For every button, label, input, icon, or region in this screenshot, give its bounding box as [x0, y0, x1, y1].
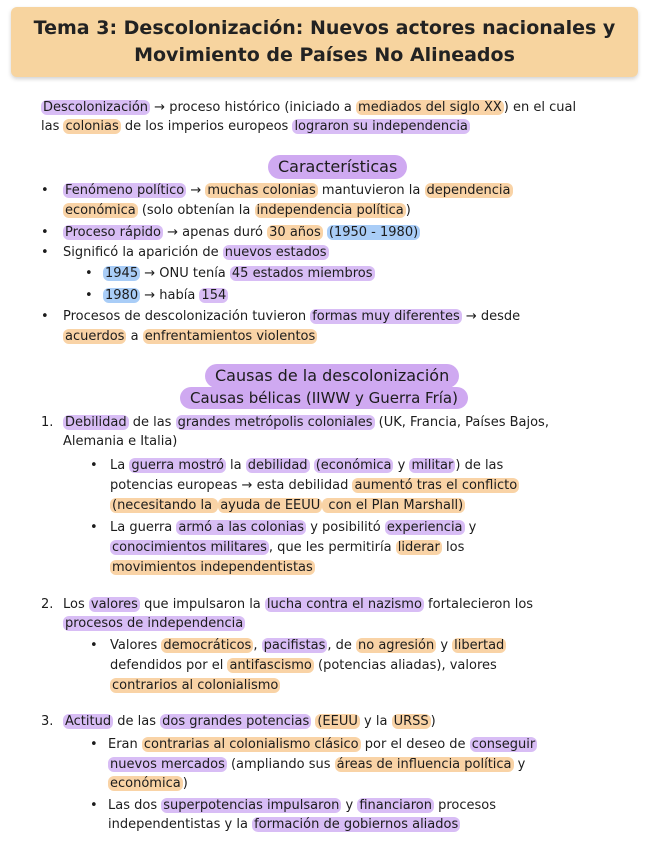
bullet: • [41, 309, 49, 324]
highlight: formación de gobiernos aliados [254, 817, 459, 832]
text: los [441, 540, 465, 555]
intro-line-2 [41, 117, 470, 136]
causa-1-line-1 [63, 413, 549, 432]
text: y [393, 458, 410, 473]
text: y posibilitó [306, 520, 385, 535]
text: Los [63, 597, 89, 612]
highlight: 45 estados miembros [231, 266, 373, 281]
highlight: valores [90, 597, 138, 612]
sub-bullet: • [90, 638, 98, 653]
title-banner [11, 7, 638, 77]
bullet: • [41, 225, 49, 240]
text: de las [113, 714, 161, 729]
highlight: (económica [315, 458, 392, 473]
highlight: pacifistas [263, 638, 326, 653]
text: mantuvieron la [317, 183, 425, 198]
highlight: Fenómeno político [65, 183, 185, 198]
carac-item-4-line-2 [63, 327, 317, 346]
title-line-2: Movimiento de Países No Alineados [134, 44, 515, 66]
text: La guerra [110, 520, 177, 535]
text: por el deseo de [360, 737, 470, 752]
causa-1-sub-1-line-1 [110, 456, 503, 475]
highlight: económica [65, 203, 136, 218]
highlight: libertad [454, 638, 505, 653]
text: la [225, 458, 246, 473]
text: Las dos [108, 798, 162, 813]
highlight: no agresión [358, 638, 435, 653]
causa-3-sub-1-line-1 [108, 735, 537, 754]
highlight: 154 [201, 288, 227, 303]
intro-text: de los imperios europeos [120, 119, 293, 134]
bullet: • [41, 245, 49, 260]
highlight: movimientos independentistas [112, 560, 313, 575]
highlight-year: 1945 [105, 266, 139, 281]
carac-item-2 [63, 223, 420, 242]
text: Significó la aparición de [63, 245, 223, 260]
highlight: económica [110, 776, 181, 791]
text: a [126, 329, 143, 344]
highlight-year: 1980 [105, 288, 139, 303]
carac-sub-1 [103, 264, 375, 283]
text: Procesos de descolonización tuvieron [63, 309, 311, 324]
text: independentistas y la [108, 817, 253, 832]
text: → [186, 183, 206, 198]
causa-2-line-1 [63, 595, 533, 614]
highlight: dos grandes potencias [162, 714, 310, 729]
title-line-1: Tema 3: Descolonización: Nuevos actores nacionales y [33, 17, 616, 39]
causa-1-sub-2-line-2 [110, 538, 464, 557]
carac-sub-2 [103, 286, 228, 305]
highlight: superpotencias impulsaron [163, 798, 340, 813]
highlight: nuevos estados [224, 245, 327, 260]
causa-1-sub-1-line-2 [110, 476, 519, 495]
text: → ONU tenía [140, 266, 230, 281]
highlight: nuevos mercados [110, 757, 225, 772]
text: potencias europeas → esta debilidad [110, 478, 353, 493]
intro-text: las [41, 119, 64, 134]
highlight-independencia: lograron su independencia [294, 119, 468, 134]
highlight: ayuda de EEUU [220, 498, 321, 513]
highlight: áreas de influencia política [336, 757, 512, 772]
highlight: financiaron [359, 798, 432, 813]
causa-2-sub-1-line-1 [110, 636, 506, 655]
list-number: 3. [41, 714, 54, 729]
highlight: enfrentamientos violentos [144, 329, 316, 344]
text: → había [140, 288, 200, 303]
text: y [513, 757, 526, 772]
section-heading-caracteristicas: Características [268, 155, 407, 179]
text: ) [182, 776, 188, 791]
highlight: aumentó tras el conflicto [354, 478, 518, 493]
highlight: grandes metrópolis coloniales [177, 415, 373, 430]
text: (potencias aliadas), valores [313, 658, 497, 673]
list-number: 2. [41, 597, 54, 612]
text: procesos [433, 798, 497, 813]
causa-2-sub-1-line-3 [110, 676, 280, 695]
text: , [253, 638, 262, 653]
highlight: independencia política [256, 203, 404, 218]
causa-3-sub-1-line-3 [108, 774, 188, 793]
text: ) [405, 203, 411, 218]
highlight: contrarios al colonialismo [112, 678, 279, 693]
causa-1-line-2: Alemania e Italia) [63, 434, 178, 449]
highlight: (necesitando la [112, 498, 217, 513]
section-heading-causas: Causas de la descolonización [205, 364, 459, 388]
highlight: 30 años [269, 225, 321, 240]
carac-item-4-line-1 [63, 307, 520, 326]
sub-bullet: • [90, 458, 98, 473]
highlight: experiencia [386, 520, 463, 535]
highlight: dependencia [426, 183, 511, 198]
text: y [341, 798, 358, 813]
text: La [110, 458, 130, 473]
intro-text: ) en el cual [503, 100, 577, 115]
highlight: URSS [393, 714, 429, 729]
carac-item-1-line-2 [63, 201, 411, 220]
text: → desde [461, 309, 521, 324]
intro-line-1 [41, 98, 576, 117]
highlight: procesos de independencia [65, 616, 244, 631]
sub-bullet: • [90, 737, 98, 752]
text: de las [128, 415, 176, 430]
text: ) [430, 714, 436, 729]
text: (solo obtenían la [137, 203, 255, 218]
text: Eran [108, 737, 142, 752]
highlight: armó a las colonias [178, 520, 305, 535]
term-descolonizacion: Descolonización [43, 100, 149, 115]
highlight: guerra mostró [131, 458, 224, 473]
text: , de [327, 638, 357, 653]
text: y la [359, 714, 392, 729]
highlight: Actitud [65, 714, 112, 729]
carac-item-1-line-1 [63, 181, 513, 200]
highlight: militar [411, 458, 454, 473]
causa-3-sub-1-line-2 [108, 755, 525, 774]
text: ) de las [455, 458, 504, 473]
sub-bullet: • [90, 520, 98, 535]
causa-1-sub-1-line-3 [110, 496, 465, 515]
highlight: acuerdos [65, 329, 125, 344]
highlight: antifascismo [229, 658, 312, 673]
highlight: Proceso rápido [65, 225, 162, 240]
section-subheading-causas-belicas: Causas bélicas (IIWW y Guerra Fría) [180, 387, 468, 409]
bullet: • [41, 183, 49, 198]
highlight-mediados: mediados del siglo XX [358, 100, 502, 115]
highlight: (EEUU [317, 714, 358, 729]
highlight: debilidad [247, 458, 308, 473]
highlight: muchas colonias [207, 183, 316, 198]
text: defendidos por el [110, 658, 228, 673]
causa-2-line-2 [63, 614, 245, 633]
causa-2-sub-1-line-2 [110, 656, 497, 675]
causa-3-line-1 [63, 712, 436, 731]
causa-3-sub-2-line-2 [108, 815, 460, 834]
causa-1-sub-2-line-1 [110, 518, 476, 537]
highlight: conseguir [471, 737, 536, 752]
carac-item-3 [63, 243, 329, 262]
highlight: Debilidad [65, 415, 127, 430]
causa-1-sub-2-line-3 [110, 558, 315, 577]
causa-3-sub-2-line-1 [108, 796, 496, 815]
text: → apenas duró [163, 225, 268, 240]
text: (UK, Francia, Países Bajos, [374, 415, 549, 430]
highlight: con el Plan Marshall) [324, 498, 464, 513]
highlight: formas muy diferentes [312, 309, 460, 324]
text: Valores [110, 638, 162, 653]
list-number: 1. [41, 415, 54, 430]
text: que impulsaron la [139, 597, 265, 612]
text: , que les permitiría [268, 540, 396, 555]
sub-bullet: • [85, 288, 93, 303]
sub-bullet: • [85, 266, 93, 281]
highlight: democráticos [163, 638, 252, 653]
highlight: contrarias al colonialismo clásico [143, 737, 359, 752]
highlight: liderar [397, 540, 440, 555]
highlight-years: (1950 - 1980) [328, 225, 419, 240]
text: fortalecieron los [423, 597, 534, 612]
text: (ampliando sus [226, 757, 335, 772]
sub-bullet: • [90, 798, 98, 813]
highlight-colonias: colonias [65, 119, 119, 134]
intro-text: → proceso histórico (iniciado a [150, 100, 357, 115]
text: y [464, 520, 477, 535]
text: y [436, 638, 453, 653]
highlight: lucha contra el nazismo [266, 597, 422, 612]
highlight: conocimientos militares [112, 540, 267, 555]
